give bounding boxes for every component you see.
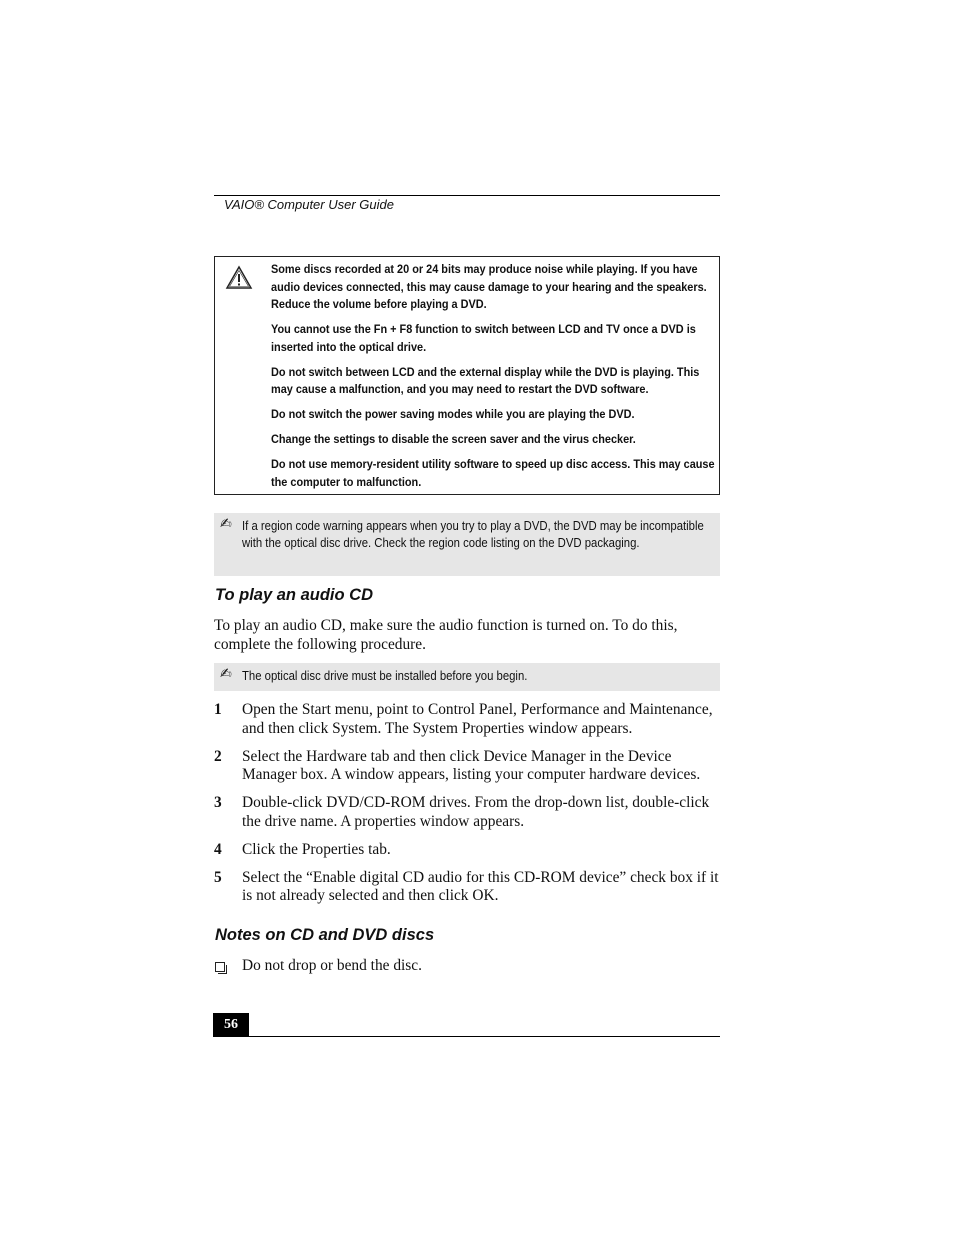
header-rule bbox=[214, 195, 720, 196]
caution-paragraph: Do not use memory-resident utility software to speed up disc access. This may cause the computer to malfunction. bbox=[271, 457, 715, 489]
caution-paragraph: Some discs recorded at 20 or 24 bits may produce noise while playing. If you have audio devices connected, this may cause damage to your hearing and the speakers. Reduce the volume before playing a DVD. bbox=[271, 262, 707, 311]
caution-paragraph: Change the settings to disable the screen saver and the virus checker. bbox=[271, 432, 636, 446]
note-box bbox=[214, 663, 720, 691]
pencil-note-icon: ✍ bbox=[220, 666, 232, 682]
body-paragraph: To play an audio CD, make sure the audio function is turned on. To do this, complete the following procedure. bbox=[214, 617, 678, 653]
caution-box bbox=[214, 256, 720, 495]
step-item bbox=[214, 841, 720, 860]
step-item bbox=[214, 701, 720, 738]
step-item bbox=[214, 794, 720, 831]
caution-paragraph: Do not switch the power saving modes while you are playing the DVD. bbox=[271, 407, 635, 421]
step-text: Double-click DVD/CD-ROM drives. From the drop-down list, double-click the drive name. A properties window appears. bbox=[242, 794, 710, 830]
note-text: If a region code warning appears when you try to play a DVD, the DVD may be incompatible with the optical disc drive. Check the region code listing on the DVD packaging. bbox=[242, 519, 704, 550]
bullet-text: Do not drop or bend the disc. bbox=[242, 957, 422, 974]
step-number: 5 bbox=[214, 868, 222, 886]
section-heading: Notes on CD and DVD discs bbox=[215, 926, 435, 944]
checkbox-bullet-icon bbox=[215, 962, 225, 972]
warning-triangle-icon bbox=[225, 265, 253, 291]
step-number: 2 bbox=[214, 747, 222, 765]
note-text: The optical disc drive must be installed before you begin. bbox=[242, 669, 528, 683]
step-item bbox=[214, 869, 720, 906]
footer-rule bbox=[213, 1036, 720, 1037]
step-text: Open the Start menu, point to Control Panel, Performance and Maintenance, and then click System. The System Properties window appears. bbox=[242, 701, 713, 737]
procedure-steps bbox=[214, 701, 720, 915]
step-text: Click the Properties tab. bbox=[242, 840, 391, 858]
step-number: 1 bbox=[214, 701, 222, 718]
pencil-note-icon: ✍ bbox=[220, 516, 232, 532]
step-number: 3 bbox=[214, 794, 222, 811]
section-heading: To play an audio CD bbox=[215, 586, 373, 604]
caution-text bbox=[271, 261, 718, 499]
page-number: 56 bbox=[213, 1013, 249, 1036]
note-box bbox=[214, 513, 720, 576]
caution-paragraph: You cannot use the Fn + F8 function to switch between LCD and TV once a DVD is inserted into the optical drive. bbox=[271, 322, 696, 354]
step-text: Select the Hardware tab and then click Device Manager in the Device Manager box. A window appears, listing your computer hardware devices. bbox=[242, 747, 701, 783]
step-text: Select the “Enable digital CD audio for this CD-ROM device” check box if it is not already selected and then click OK. bbox=[242, 868, 719, 904]
running-header: VAIO® Computer User Guide bbox=[224, 197, 394, 212]
caution-paragraph: Do not switch between LCD and the external display while the DVD is playing. This may cause a malfunction, and you may need to restart the DVD software. bbox=[271, 364, 700, 396]
step-item bbox=[214, 748, 720, 785]
step-number: 4 bbox=[214, 840, 222, 858]
